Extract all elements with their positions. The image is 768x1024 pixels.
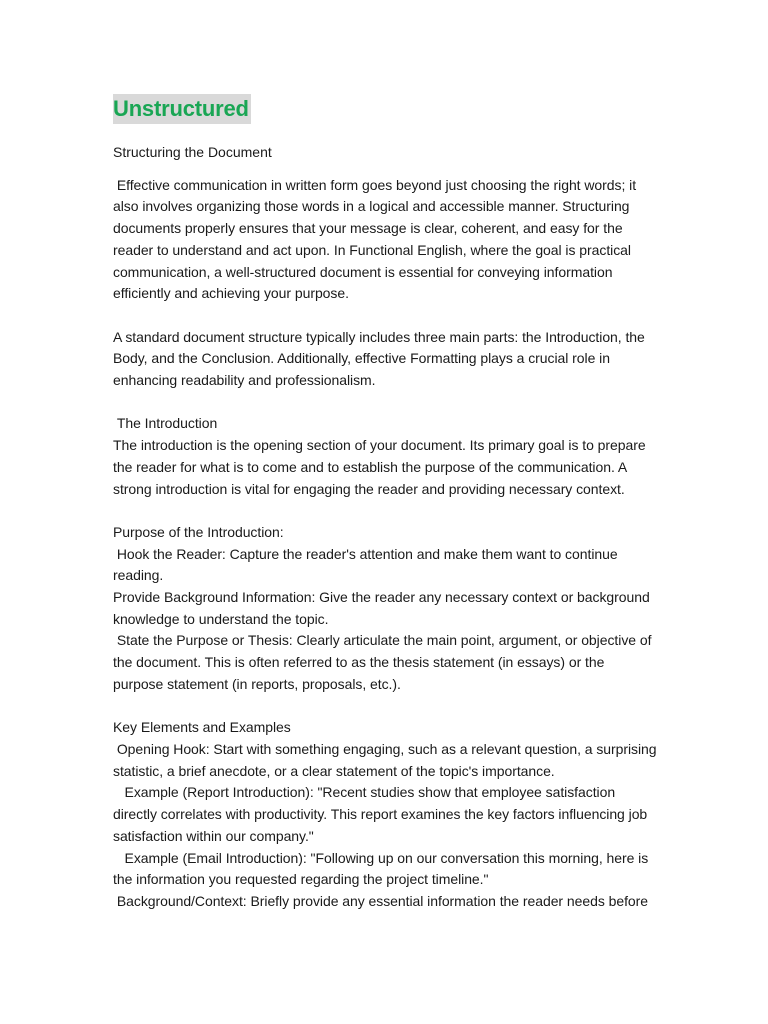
document-title: Unstructured	[113, 94, 251, 124]
document-body: Effective communication in written form goes beyond just choosing the right words; it also involves organizing those words in a logical and accessible manner. Structuring documents properly ensures that your message is clear, coherent, and easy for the reader to understand and act upon. In Functional English, where the goal is practical communication, a well-structured document is essential for conveying information efficiently and achieving your purpose. A standard document structure typically includes three main parts: the Introduction, the Body, and the Conclusion. Additionally, effective Formatting plays a crucial role in enhancing readability and professionalism. The Introduction The introduction is the opening section of your document. Its primary goal is to prepare the reader for what is to come and to establish the purpose of the communication. A strong introduction is vital for engaging the reader and providing necessary context. Purpose of the Introduction: Hook the Reader: Capture the reader's attention and make them want to continue reading. Provide Background Information: Give the reader any necessary context or background knowledge to understand the topic. State the Purpose or Thesis: Clearly articulate the main point, argument, or objective of the document. This is often referred to as the thesis statement (in essays) or the purpose statement (in reports, proposals, etc.). Key Elements and Examples Opening Hook: Start with something engaging, such as a relevant question, a surprising statistic, a brief anecdote, or a clear statement of the topic's importance. Example (Report Introduction): "Recent studies show that employee satisfaction directly correlates with productivity. This report examines the key factors influencing job satisfaction within our company." Example (Email Introduction): "Following up on our conversation this morning, here is the information you requested regarding the project timeline." Background/Context: Briefly provide any essential information the reader needs before	[113, 176, 657, 909]
document-page	[113, 94, 658, 913]
document-subtitle: Structuring the Document	[113, 144, 272, 160]
